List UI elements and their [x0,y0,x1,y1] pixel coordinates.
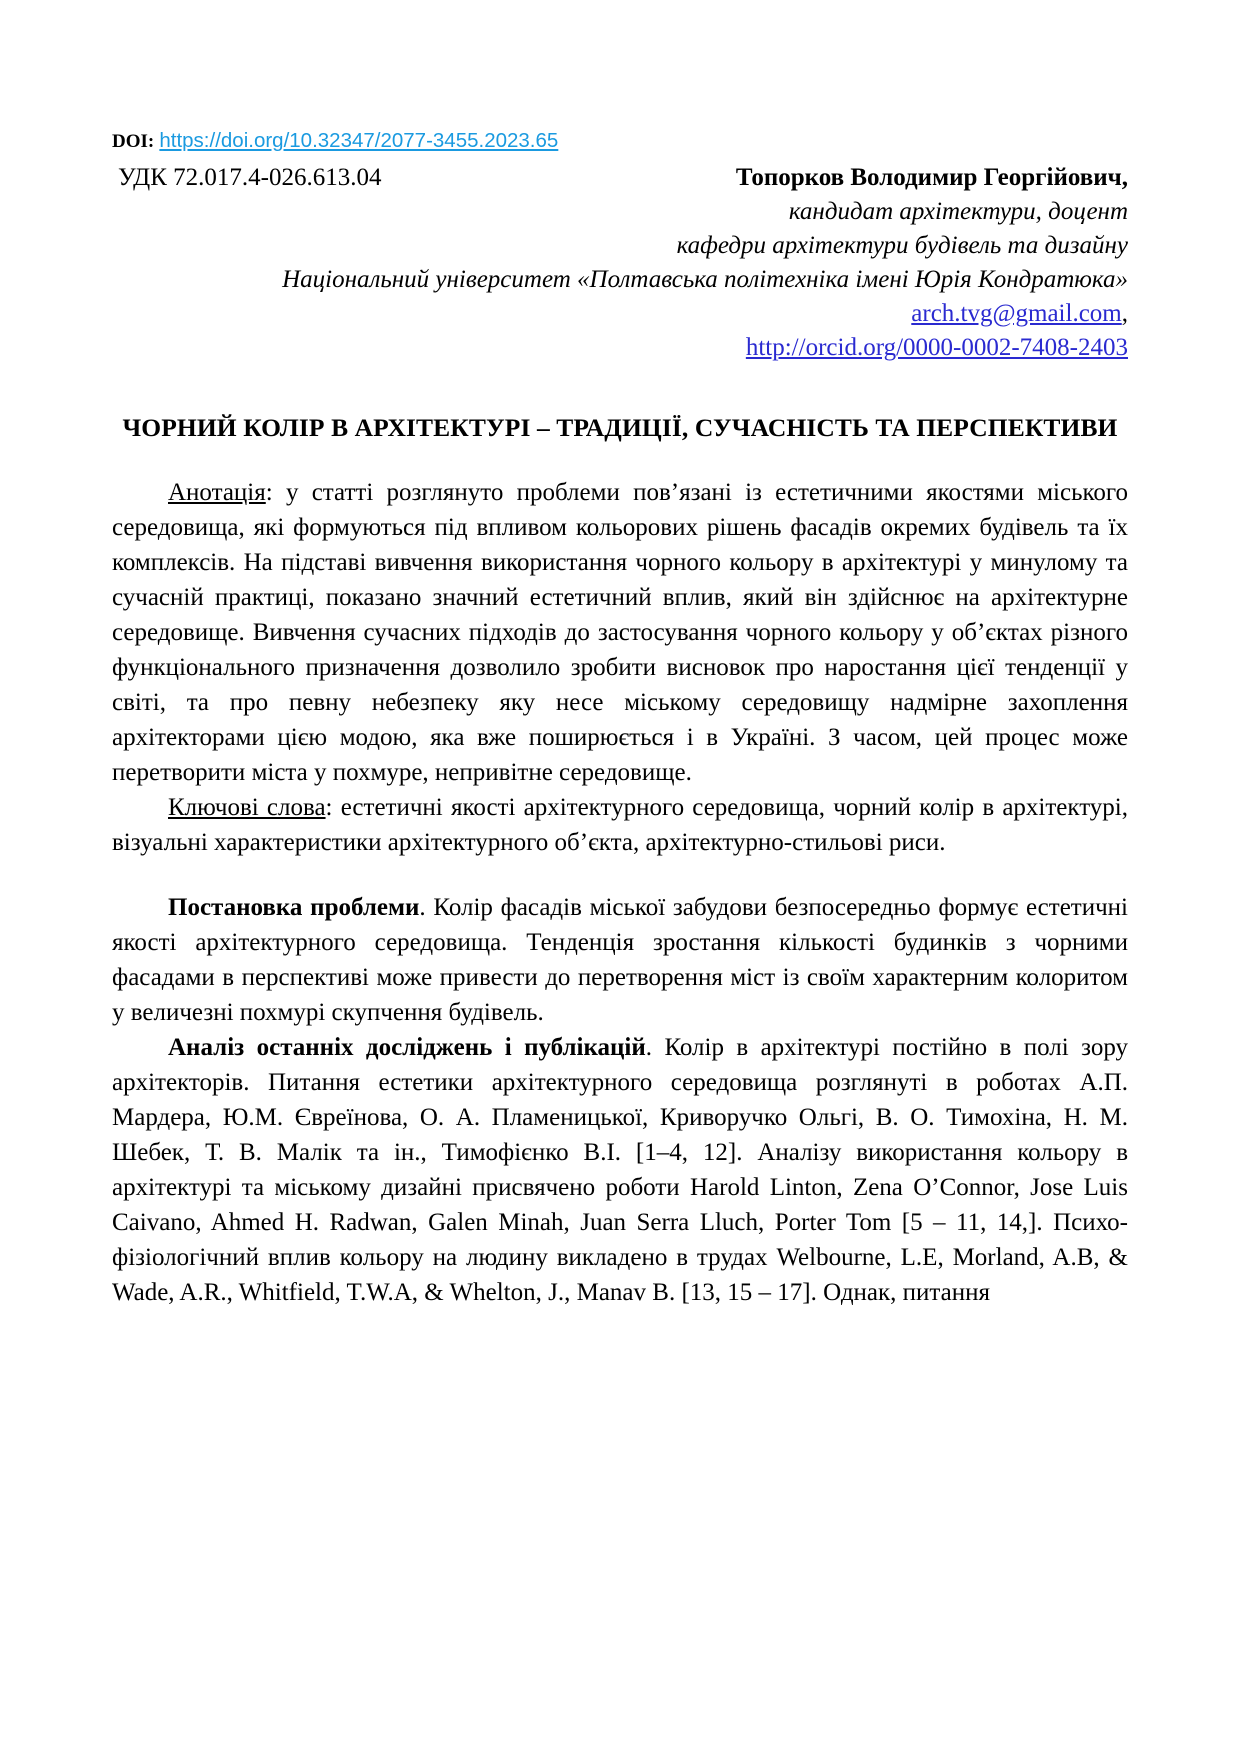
author-orcid-link[interactable]: http://orcid.org/0000-0002-7408-2403 [745,333,1128,361]
abstract-paragraph [112,475,1128,790]
doi-label: DOI: [112,131,155,152]
section-separator-1: . [645,1033,665,1061]
section-separator-0: . [419,893,434,921]
abstract-separator: : [265,478,286,506]
section-problem-statement [112,890,1128,1030]
keywords-label: Ключові слова [168,793,326,821]
keywords-separator: : [325,793,341,821]
author-affiliation: Національний університет «Полтавська політехніка імені Юрія Кондратюка» [282,265,1128,293]
section-literature-review [112,1030,1128,1310]
email-comma: , [1121,299,1128,327]
author-email-line [112,297,1128,331]
author-degree: кандидат архітектури, доцент [788,197,1128,225]
author-name: Топорков Володимир Георгійович, [735,163,1128,191]
article-title: ЧОРНИЙ КОЛІР В АРХІТЕКТУРІ – ТРАДИЦІЇ, СУЧАСНІСТЬ ТА ПЕРСПЕКТИВИ [122,412,1118,442]
author-email-link[interactable]: arch.tvg@gmail.com [911,299,1122,327]
abstract-label: Анотація [168,478,266,506]
doi-line [112,128,1128,155]
author-department: кафедри архітектури будівель та дизайну [676,231,1128,259]
author-block [381,161,1128,263]
section-text-0: Колір фасадів міської забудови безпосередньо формує естетичні якості архітектурного середовища. Тенденція зростання кількості будинків з чорними фасадами в перспективі може привести до перетворення міст із своїм характерним колоритом у величезні похмурі скупчення будівель. [112,893,1129,1026]
udk-code: УДК 72.017.4-026.613.04 [118,163,382,191]
header-row [112,161,1128,263]
abstract-text: у статті розглянуто проблеми пов’язані із естетичними якостями міського середовища, які формуються під впливом кольорових рішень фасадів окремих будівель та їх комплексів. На підставі вивчення використання чорного кольору в архітектурі у минулому та сучасній практиці, показано значний естетичний вплив, який він здійснює на архітектурне середовище. Вивчення сучасних підходів до застосування чорного кольору у об’єктах різного функціонального призначення дозволило зробити висновок про наростання цієї тенденції у світі, та про певну небезпеку яку несе міському середовищу надмірне захоплення архітекторами цією модою, яка вже поширюється і в Україні. З часом, цей процес може перетворити міста у похмуре, непривітне середовище. [112,478,1128,786]
section-heading-0: Постановка проблеми [168,893,420,921]
section-heading-1: Аналіз останніх досліджень і публікацій [168,1033,646,1061]
keywords-paragraph [112,790,1128,860]
author-orcid-line [112,331,1128,365]
doi-link[interactable]: https://doi.org/10.32347/2077-3455.2023.65 [159,129,559,152]
section-text-1: Колір в архітектурі постійно в полі зору архітекторів. Питання естетики архітектурного середовища розглянуті в роботах А.П. Мардера, Ю.М. Євреїнова, О. А. Пламеницької, Криворучко Ольгі, В. О. Тимохіна, Н. М. Шебек, Т. В. Малік та ін., Тимофієнко В.І. [1–4, 12]. Аналізу використання кольору в архітектурі та міському дизайні присвячено роботи Harold Linton, Zena O’Connor, Jose Luis Caivano, Ahmed H. Radwan, Galen Minah, Juan Serra Lluch, Porter Tom [5 – 11, 14,]. Психо-фізіологічний вплив кольору на людину викладено в трудах Welbourne, L.E, Morland, A.B, & Wade, A.R., Whitfield, T.W.A, & Whelton, J., Manav B. [13, 15 – 17]. Однак, питання [112,1033,1128,1306]
keywords-text: естетичні якості архітектурного середовища, чорний колір в архітектурі, візуальні характеристики архітектурного об’єкта, архітектурно-стильові риси. [112,793,1128,856]
